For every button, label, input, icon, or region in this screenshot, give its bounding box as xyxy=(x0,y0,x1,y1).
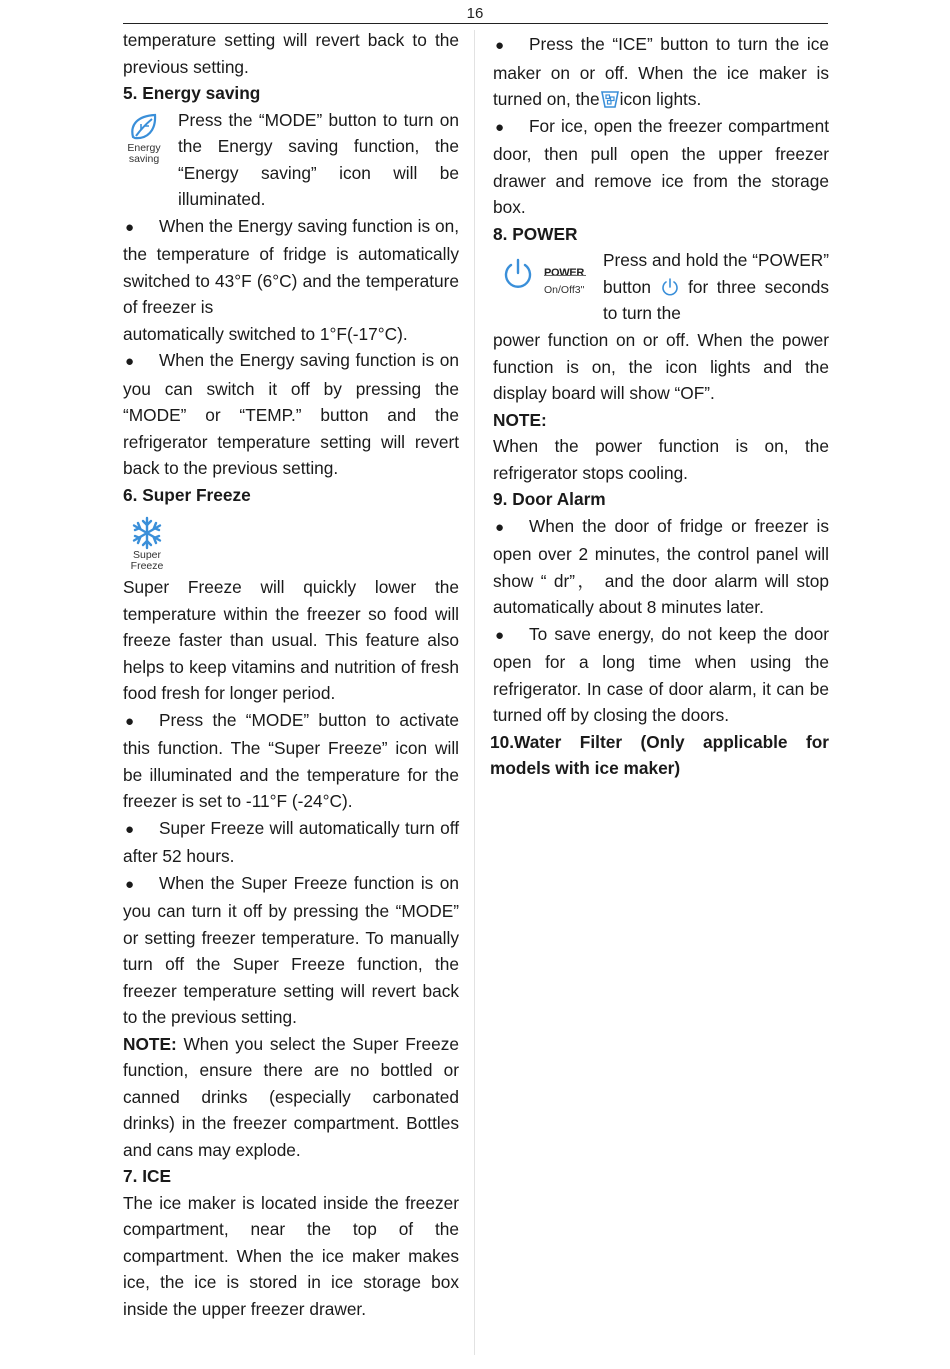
power-block xyxy=(493,247,829,327)
power-inline-icon xyxy=(660,277,680,297)
bullet-super-manual-off: ● When the Super Freeze function is on you can turn it off by pressing the “MODE” or setting freezer temperature. To manually turn off the Super Freeze function, the freezer temperature setting will revert back to the previous setting. xyxy=(123,870,459,1031)
ice-cup-icon xyxy=(600,89,620,109)
energy-saving-icon-group xyxy=(123,107,178,165)
note-text: When you select the Super Freeze function, ensure there are no bottled or canned drinks (especially carbonated drinks) in the freezer compartment. Bottles and cans may explode. xyxy=(123,1033,459,1160)
bullet-ice-retrieve: ● For ice, open the freezer compartment door, then pull open the upper freezer drawer and remove ice from the storage box. xyxy=(493,113,829,221)
snowflake-icon xyxy=(130,516,164,550)
heading-water-filter: 10.Water Filter (Only applicable for models with ice maker) xyxy=(490,731,829,778)
heading-power: 8. POWER xyxy=(493,223,578,244)
power-icon-label: POWER xyxy=(544,267,585,279)
bullet-energy-on-continued: automatically switched to 1°F(-17°C). xyxy=(123,323,408,344)
heading-ice: 7. ICE xyxy=(123,1166,172,1186)
power-instructions-first xyxy=(603,247,829,327)
super-icon-caption-1: Super xyxy=(132,549,162,561)
ice-description: The ice maker is located inside the freezer compartment, near the top of the compartment. When the ice maker makes ice, the ice is stored in ice storage box inside the upper freezer drawer. xyxy=(123,1192,459,1319)
heading-super-freeze: 6. Super Freeze xyxy=(123,484,251,505)
bullet-energy-on: ● When the Energy saving function is on, the temperature of fridge is automatically switched to 43°F (6°C) and the temperature of freezer is xyxy=(123,213,459,321)
header-rule xyxy=(123,23,828,24)
super-freeze-description: Super Freeze will quickly lower the temperature within the freezer so food will freeze faster than usual. This feature also helps to keep vitamins and nutrition of fresh food fresh for longer period. xyxy=(123,577,459,703)
heading-energy-saving: 5. Energy saving xyxy=(123,83,261,103)
bullet-ice-button xyxy=(493,31,829,113)
heading-door-alarm: 9. Door Alarm xyxy=(493,489,606,509)
bullet-super-activate: ● Press the “MODE” button to activate this function. The “Super Freeze” icon will be illuminated and the temperature for the freezer is set to -11°F (-24°C). xyxy=(123,707,459,815)
ice-button-text: Press the “ICE” button to turn the ice maker on or off. When the ice maker is turned on, the xyxy=(493,34,829,109)
power-icon xyxy=(501,257,535,291)
super-freeze-icon-group xyxy=(125,516,169,572)
column-divider xyxy=(474,30,475,1355)
paragraph-continued: temperature setting will revert back to the previous setting. xyxy=(123,30,459,77)
note-power-text: When the power function is on, the refrigerator stops cooling. xyxy=(493,436,829,483)
energy-saving-instructions: Press the “MODE” button to turn on the Energy saving function, the “Energy saving” icon will be illuminated. xyxy=(178,109,459,209)
page-number: 16 xyxy=(466,5,484,22)
ice-button-text-end: icon lights. xyxy=(619,89,702,109)
leaf-icon xyxy=(127,111,161,143)
energy-icon-caption-1: Energy xyxy=(127,141,161,154)
power-icon-sublabel: On/Off3" xyxy=(544,284,585,296)
note-label: NOTE: xyxy=(123,1033,177,1054)
energy-saving-block xyxy=(123,107,459,213)
left-column xyxy=(123,27,459,1322)
note-power-label: NOTE: xyxy=(493,409,547,430)
power-text-2: for three seconds to turn the xyxy=(603,276,829,323)
power-text-1: Press and hold the “POWER” button xyxy=(603,250,829,297)
power-icon-group xyxy=(493,247,603,327)
right-column xyxy=(490,31,829,782)
note-super-freeze xyxy=(123,1031,459,1164)
power-label-divider xyxy=(544,275,586,276)
power-instructions-rest: power function on or off. When the power function is on, the icon lights and the display board will show “OF”. xyxy=(493,330,829,403)
bullet-door-save-energy: ● To save energy, do not keep the door open for a long time when using the refrigerator. In case of door alarm, it can be turned off by closing the doors. xyxy=(493,621,829,729)
bullet-door-open: ● When the door of fridge or freezer is open over 2 minutes, the control panel will show “ dr”， and the door alarm will stop automatically about 8 minutes later. xyxy=(493,513,829,621)
bullet-energy-off: ● When the Energy saving function is on you can switch it off by pressing the “MODE” or “TEMP.” button and the refrigerator temperature setting will revert back to the previous setting. xyxy=(123,347,459,482)
super-icon-caption-2: Freeze xyxy=(130,560,164,572)
bullet-super-auto-off: ● Super Freeze will automatically turn off after 52 hours. xyxy=(123,815,459,870)
energy-icon-caption-2: saving xyxy=(128,152,160,165)
